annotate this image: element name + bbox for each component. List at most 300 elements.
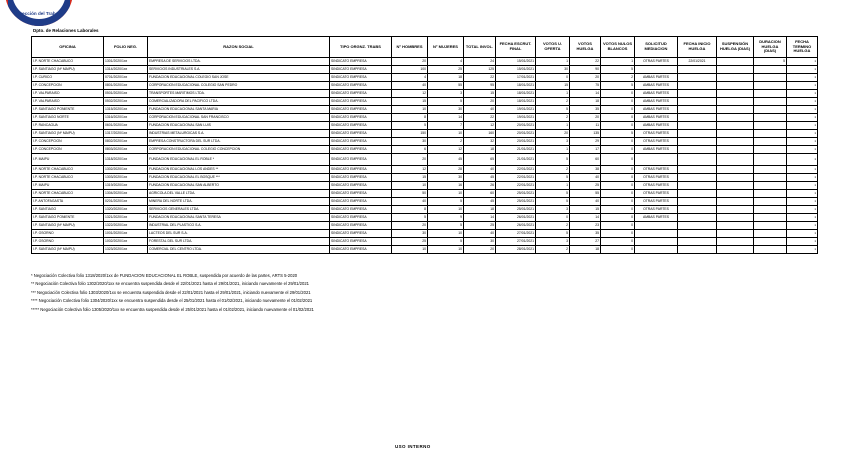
- cell-solicitud: OTRAS PARTES: [635, 174, 678, 182]
- cell-folio: 1315/2020/1xx: [104, 106, 148, 114]
- cell-term: 1: [787, 114, 818, 122]
- cell-solicitud: OTRAS PARTES: [635, 166, 678, 174]
- cell-folio: 1316/2020/1xx: [104, 114, 148, 122]
- cell-h: 5: [392, 214, 428, 222]
- cell-dur: [754, 174, 787, 182]
- cell-total: 25: [464, 222, 496, 230]
- cell-susp: [717, 146, 754, 154]
- cell-total: 65: [464, 154, 496, 166]
- cell-folio: 1304/2020/1xx: [104, 190, 148, 198]
- cell-total: 95: [464, 82, 496, 90]
- cell-fecha: 22/01/2021: [496, 174, 536, 182]
- cell-m: 10: [428, 246, 464, 254]
- cell-h: 5: [392, 122, 428, 130]
- cell-susp: [717, 154, 754, 166]
- cell-term: 1: [787, 174, 818, 182]
- cell-inicio: [678, 146, 717, 154]
- cell-folio: 0803/2020/1xx: [104, 146, 148, 154]
- cell-dur: [754, 166, 787, 174]
- cell-dur: [754, 154, 787, 166]
- cell-fecha: 22/01/2021: [496, 182, 536, 190]
- cell-inicio: [678, 138, 717, 146]
- cell-nulos: 0: [601, 106, 635, 114]
- cell-oferta: 5: [536, 190, 570, 198]
- column-header: VOTOS HUELGA: [570, 37, 601, 58]
- cell-total: 45: [464, 198, 496, 206]
- cell-h: 10: [392, 246, 428, 254]
- cell-oferta: 2: [536, 166, 570, 174]
- cell-tipo: SINDICATO EMPRESA: [330, 246, 392, 254]
- cell-huelga: 22: [570, 58, 601, 66]
- cell-dur: [754, 114, 787, 122]
- cell-dur: [754, 66, 787, 74]
- cell-term: 1: [787, 82, 818, 90]
- cell-folio: 0201/2020/1xx: [104, 198, 148, 206]
- cell-tipo: SINDICATO EMPRESA: [330, 106, 392, 114]
- cell-tipo: SINDICATO EMPRESA: [330, 214, 392, 222]
- cell-susp: [717, 66, 754, 74]
- cell-oferta: 5: [536, 106, 570, 114]
- cell-h: 8: [392, 114, 428, 122]
- table-row: [32, 58, 818, 66]
- cell-oferta: 1: [536, 182, 570, 190]
- cell-solicitud: [635, 238, 678, 246]
- cell-folio: 1002/2020/1xx: [104, 238, 148, 246]
- cell-dur: [754, 246, 787, 254]
- cell-term: 1: [787, 182, 818, 190]
- table-row: [32, 130, 818, 138]
- cell-tipo: SINDICATO EMPRESA: [330, 238, 392, 246]
- cell-m: 30: [428, 106, 464, 114]
- cell-m: 14: [428, 114, 464, 122]
- cell-solicitud: OTRAS PARTES: [635, 206, 678, 214]
- cell-m: 30: [428, 174, 464, 182]
- cell-razon: FUNDACION EDUCACIONAL SAN LUIS: [148, 122, 330, 130]
- cell-tipo: SINDICATO EMPRESA: [330, 74, 392, 82]
- cell-term: 1: [787, 206, 818, 214]
- cell-folio: 0801/2020/1xx: [104, 82, 148, 90]
- cell-m: 16: [428, 182, 464, 190]
- cell-nulos: 0: [601, 166, 635, 174]
- cell-solicitud: OTRAS PARTES: [635, 198, 678, 206]
- cell-nulos: 0: [601, 214, 635, 222]
- cell-huelga: 38: [570, 166, 601, 174]
- cell-huelga: 90: [570, 66, 601, 74]
- cell-inicio: [678, 74, 717, 82]
- cell-solicitud: [635, 66, 678, 74]
- cell-huelga: 29: [570, 138, 601, 146]
- cell-oficina: I.P. CONCEPCION: [32, 138, 104, 146]
- table-row: [32, 74, 818, 82]
- cell-fecha: 21/01/2021: [496, 154, 536, 166]
- cell-h: 10: [392, 182, 428, 190]
- table-header-row: [32, 37, 818, 58]
- cell-huelga: 15: [570, 206, 601, 214]
- cell-oferta: 2: [536, 222, 570, 230]
- cell-tipo: SINDICATO EMPRESA: [330, 82, 392, 90]
- cell-fecha: 21/01/2021: [496, 146, 536, 154]
- footer-label: USO INTERNO: [395, 444, 431, 449]
- cell-h: 15: [392, 174, 428, 182]
- cell-m: 5: [428, 98, 464, 106]
- column-header: FOLIO NEG.: [104, 37, 148, 58]
- column-header: FECHA ESCRUT. FINAL: [496, 37, 536, 58]
- cell-tipo: SINDICATO EMPRESA: [330, 154, 392, 166]
- cell-razon: FUNDACION EDUCACIONAL SANTA TERESA: [148, 214, 330, 222]
- cell-oferta: 20: [536, 130, 570, 138]
- cell-oferta: 3: [536, 138, 570, 146]
- cell-folio: 1318/2020/1xx: [104, 154, 148, 166]
- cell-folio: 0502/2020/1xx: [104, 98, 148, 106]
- cell-solicitud: AMBAS PARTES: [635, 122, 678, 130]
- cell-folio: 1001/2020/1xx: [104, 230, 148, 238]
- cell-oficina: I.P. CURICO: [32, 74, 104, 82]
- cell-huelga: 40: [570, 174, 601, 182]
- cell-term: 1: [787, 138, 818, 146]
- cell-folio: 0601/2020/1xx: [104, 122, 148, 130]
- cell-solicitud: [635, 246, 678, 254]
- cell-h: 25: [392, 238, 428, 246]
- cell-nulos: 0: [601, 222, 635, 230]
- cell-m: 7: [428, 122, 464, 130]
- cell-solicitud: AMBAS PARTES: [635, 98, 678, 106]
- cell-total: 45: [464, 174, 496, 182]
- cell-huelga: 14: [570, 214, 601, 222]
- cell-solicitud: AMBAS PARTES: [635, 114, 678, 122]
- cell-oferta: 1: [536, 58, 570, 66]
- cell-m: 25: [428, 66, 464, 74]
- cell-huelga: 18: [570, 246, 601, 254]
- cell-oferta: 1: [536, 122, 570, 130]
- cell-term: 1: [787, 106, 818, 114]
- cell-huelga: 75: [570, 82, 601, 90]
- cell-total: 18: [464, 146, 496, 154]
- cell-fecha: 27/01/2021: [496, 238, 536, 246]
- cell-oferta: 15: [536, 82, 570, 90]
- cell-fecha: 19/01/2021: [496, 106, 536, 114]
- cell-m: 5: [428, 238, 464, 246]
- direccion-del-trabajo-logo: [2, 0, 76, 28]
- cell-solicitud: [635, 230, 678, 238]
- cell-solicitud: [635, 222, 678, 230]
- department-title: Dpto. de Relaciones Laborales: [33, 28, 99, 33]
- column-header: RAZON SOCIAL: [148, 37, 330, 58]
- cell-susp: [717, 174, 754, 182]
- cell-fecha: 20/01/2021: [496, 130, 536, 138]
- cell-term: 1: [787, 74, 818, 82]
- cell-h: 100: [392, 66, 428, 74]
- cell-oferta: 1: [536, 90, 570, 98]
- cell-fecha: 27/01/2021: [496, 230, 536, 238]
- table-row: [32, 206, 818, 214]
- cell-m: 2: [428, 138, 464, 146]
- table-row: [32, 214, 818, 222]
- cell-razon: FUNDACION EDUCACIONAL EL ROBLE *: [148, 154, 330, 166]
- footnote: ***** Negociación Colectiva folio 1305/2020/1xx se encuentra suspendida desde el 25/01/2021 hasta el 01/02/2021, iniciando nuevamente el 01/02/2021: [31, 306, 314, 312]
- cell-oferta: 2: [536, 246, 570, 254]
- cell-term: 1: [787, 130, 818, 138]
- cell-term: 1: [787, 98, 818, 106]
- cell-folio: 0802/2020/1xx: [104, 138, 148, 146]
- cell-tipo: SINDICATO EMPRESA: [330, 198, 392, 206]
- cell-total: 24: [464, 58, 496, 66]
- cell-nulos: 5: [601, 130, 635, 138]
- table-row: [32, 166, 818, 174]
- cell-inicio: [678, 182, 717, 190]
- cell-oficina: I.P. ANTOFAGASTA: [32, 198, 104, 206]
- cell-term: 1: [787, 66, 818, 74]
- cell-inicio: [678, 154, 717, 166]
- cell-dur: [754, 182, 787, 190]
- cell-oficina: I.P. NORTE CHACABUCO: [32, 174, 104, 182]
- cell-h: 20: [392, 58, 428, 66]
- cell-oficina: I.P. SANTIAGO PONIENTE: [32, 106, 104, 114]
- cell-huelga: 35: [570, 230, 601, 238]
- cell-nulos: 5: [601, 66, 635, 74]
- cell-razon: COMERCIALIZADORA DEL PACIFICO LTDA.: [148, 98, 330, 106]
- cell-inicio: [678, 174, 717, 182]
- cell-nulos: 0: [601, 138, 635, 146]
- cell-m: 10: [428, 230, 464, 238]
- table-row: [32, 190, 818, 198]
- cell-solicitud: OTRAS PARTES: [635, 130, 678, 138]
- cell-term: 1: [787, 58, 818, 66]
- cell-oficina: I.P. MAIPU: [32, 154, 104, 166]
- cell-folio: 1319/2020/1xx: [104, 182, 148, 190]
- cell-h: 40: [392, 198, 428, 206]
- cell-huelga: 18: [570, 98, 601, 106]
- cell-total: 14: [464, 214, 496, 222]
- cell-m: 10: [428, 206, 464, 214]
- column-header: TIPO ORGNZ. TRABS: [330, 37, 392, 58]
- cell-dur: [754, 146, 787, 154]
- cell-dur: [754, 106, 787, 114]
- cell-razon: INDUSTRIAL DEL PLASTICO S.A.: [148, 222, 330, 230]
- cell-oficina: I.P. OSORNO: [32, 230, 104, 238]
- cell-total: 20: [464, 246, 496, 254]
- cell-folio: 0701/2020/1xx: [104, 74, 148, 82]
- cell-total: 12: [464, 122, 496, 130]
- cell-h: 15: [392, 98, 428, 106]
- cell-m: 10: [428, 190, 464, 198]
- table-row: [32, 66, 818, 74]
- cell-solicitud: OTRAS PARTES: [635, 182, 678, 190]
- cell-solicitud: OTRAS PARTES: [635, 138, 678, 146]
- negotiations-table: [31, 36, 818, 254]
- cell-tipo: SINDICATO EMPRESA: [330, 90, 392, 98]
- cell-oficina: I.P. SANTIAGO (Nº MAIPU): [32, 66, 104, 74]
- cell-m: 55: [428, 82, 464, 90]
- cell-susp: [717, 182, 754, 190]
- table-row: [32, 146, 818, 154]
- cell-oferta: 3: [536, 206, 570, 214]
- cell-razon: FUNDACION EDUCACIONAL SAN ALBERTO: [148, 182, 330, 190]
- cell-m: 12: [428, 146, 464, 154]
- cell-tipo: SINDICATO EMPRESA: [330, 166, 392, 174]
- table-row: [32, 154, 818, 166]
- cell-solicitud: AMBAS PARTES: [635, 214, 678, 222]
- cell-tipo: SINDICATO EMPRESA: [330, 190, 392, 198]
- cell-folio: 1317/2020/1xx: [104, 130, 148, 138]
- cell-term: 1: [787, 198, 818, 206]
- cell-huelga: 35: [570, 106, 601, 114]
- cell-fecha: 15/01/2021: [496, 58, 536, 66]
- cell-folio: 1321/2020/1xx: [104, 214, 148, 222]
- cell-folio: 1320/2020/1xx: [104, 206, 148, 214]
- cell-total: 15: [464, 90, 496, 98]
- cell-huelga: 20: [570, 114, 601, 122]
- cell-term: 1: [787, 122, 818, 130]
- cell-term: 1: [787, 230, 818, 238]
- cell-oferta: 0: [536, 74, 570, 82]
- cell-fecha: 18/01/2021: [496, 82, 536, 90]
- cell-oferta: 5: [536, 154, 570, 166]
- table-row: [32, 82, 818, 90]
- cell-razon: INDUSTRIAS METALURGICAS S.A.: [148, 130, 330, 138]
- cell-fecha: 18/01/2021: [496, 90, 536, 98]
- footnote: *** Negociación Colectiva folio 1303/2020/1xx se encuentra suspendida desde el 22/01/2021 hasta el 29/01/2021, iniciando nuevamente el 29/01/2021: [31, 289, 311, 295]
- cell-h: 8: [392, 206, 428, 214]
- cell-h: 150: [392, 130, 428, 138]
- cell-oficina: I.P. RANCAGUA: [32, 122, 104, 130]
- cell-tipo: SINDICATO EMPRESA: [330, 122, 392, 130]
- cell-huelga: 55: [570, 190, 601, 198]
- cell-tipo: SINDICATO EMPRESA: [330, 66, 392, 74]
- cell-total: 40: [464, 166, 496, 174]
- cell-dur: [754, 230, 787, 238]
- cell-folio: 1322/2020/1xx: [104, 222, 148, 230]
- cell-nulos: 0: [601, 114, 635, 122]
- cell-folio: 1323/2020/1xx: [104, 246, 148, 254]
- cell-susp: [717, 58, 754, 66]
- cell-susp: [717, 206, 754, 214]
- cell-term: 1: [787, 90, 818, 98]
- cell-susp: [717, 246, 754, 254]
- cell-dur: [754, 222, 787, 230]
- cell-term: 1: [787, 190, 818, 198]
- cell-fecha: 18/01/2021: [496, 98, 536, 106]
- cell-oficina: I.P. SANTIAGO: [32, 206, 104, 214]
- cell-inicio: [678, 114, 717, 122]
- column-header: SOLICITUD MEDIACION: [635, 37, 678, 58]
- cell-nulos: 5: [601, 82, 635, 90]
- cell-total: 30: [464, 238, 496, 246]
- cell-razon: CORPORACION EDUCACIONAL COLEGIO CONCEPCION: [148, 146, 330, 154]
- cell-oferta: 3: [536, 238, 570, 246]
- cell-nulos: 1: [601, 58, 635, 66]
- cell-term: 1: [787, 246, 818, 254]
- cell-inicio: [678, 90, 717, 98]
- cell-dur: [754, 130, 787, 138]
- cell-susp: [717, 198, 754, 206]
- cell-dur: [754, 122, 787, 130]
- cell-h: 50: [392, 190, 428, 198]
- cell-h: 10: [392, 106, 428, 114]
- cell-huelga: 14: [570, 90, 601, 98]
- cell-razon: EMPRESA CONSTRUCTORA DEL SUR LTDA.: [148, 138, 330, 146]
- cell-dur: [754, 238, 787, 246]
- cell-oficina: I.P. SANTIAGO NORTE: [32, 114, 104, 122]
- cell-dur: [754, 82, 787, 90]
- column-header: DURACION HUELGA (DIAS): [754, 37, 787, 58]
- cell-total: 22: [464, 74, 496, 82]
- cell-dur: [754, 190, 787, 198]
- cell-razon: CORPORACION EDUCACIONAL COLEGIO SAN PEDRO: [148, 82, 330, 90]
- cell-h: 4: [392, 74, 428, 82]
- cell-fecha: 15/01/2021: [496, 66, 536, 74]
- cell-tipo: SINDICATO EMPRESA: [330, 206, 392, 214]
- cell-huelga: 17: [570, 146, 601, 154]
- column-header: SUSPENSIÓN HUELGA (DIAS): [717, 37, 754, 58]
- cell-total: 60: [464, 190, 496, 198]
- cell-total: 18: [464, 206, 496, 214]
- cell-m: 5: [428, 198, 464, 206]
- cell-tipo: SINDICATO EMPRESA: [330, 222, 392, 230]
- cell-m: 28: [428, 166, 464, 174]
- cell-susp: [717, 98, 754, 106]
- cell-h: 6: [392, 146, 428, 154]
- cell-razon: CORPORACION EDUCACIONAL SAN FRANCISCO: [148, 114, 330, 122]
- cell-huelga: 25: [570, 182, 601, 190]
- cell-razon: TRANSPORTES MARITIMOS LTDA.: [148, 90, 330, 98]
- column-header: VOTOS NULOS BLANCOS: [601, 37, 635, 58]
- cell-nulos: 0: [601, 238, 635, 246]
- cell-huelga: 40: [570, 198, 601, 206]
- cell-tipo: SINDICATO EMPRESA: [330, 146, 392, 154]
- table-row: [32, 106, 818, 114]
- cell-total: 125: [464, 66, 496, 74]
- cell-nulos: 0: [601, 246, 635, 254]
- table-row: [32, 174, 818, 182]
- cell-oferta: 1: [536, 146, 570, 154]
- cell-h: 12: [392, 90, 428, 98]
- cell-m: 9: [428, 214, 464, 222]
- cell-susp: [717, 122, 754, 130]
- cell-oferta: 30: [536, 66, 570, 74]
- cell-h: 12: [392, 166, 428, 174]
- cell-susp: [717, 214, 754, 222]
- cell-m: 18: [428, 74, 464, 82]
- cell-inicio: [678, 230, 717, 238]
- cell-dur: [754, 206, 787, 214]
- cell-folio: 1302/2020/1xx: [104, 166, 148, 174]
- column-header: N° MUJERES: [428, 37, 464, 58]
- table-row: [32, 138, 818, 146]
- cell-susp: [717, 90, 754, 98]
- cell-m: 5: [428, 222, 464, 230]
- cell-oferta: 5: [536, 198, 570, 206]
- cell-tipo: SINDICATO EMPRESA: [330, 58, 392, 66]
- cell-total: 32: [464, 138, 496, 146]
- footnote: ** Negociación Colectiva folio 1302/2020/1xx se encuentra suspendida desde el 22/01/2021 hasta el 29/01/2021, iniciando nuevamente el 29/01/2021: [31, 281, 309, 287]
- cell-tipo: SINDICATO EMPRESA: [330, 174, 392, 182]
- cell-razon: COMERCIAL DEL CENTRO LTDA.: [148, 246, 330, 254]
- column-header: N° HOMBRES: [392, 37, 428, 58]
- cell-folio: 1314/2020/1xx: [104, 66, 148, 74]
- cell-nulos: 0: [601, 122, 635, 130]
- cell-razon: FUNDACION EDUCACIONAL LOS ANDES **: [148, 166, 330, 174]
- cell-nulos: 0: [601, 146, 635, 154]
- cell-term: 1: [787, 214, 818, 222]
- cell-susp: [717, 114, 754, 122]
- cell-razon: FORESTAL DEL SUR LTDA.: [148, 238, 330, 246]
- cell-huelga: 20: [570, 74, 601, 82]
- cell-razon: SERVICIOS INDUSTRIALES S.A.: [148, 66, 330, 74]
- cell-fecha: 28/01/2021: [496, 246, 536, 254]
- cell-nulos: 2: [601, 74, 635, 82]
- cell-oferta: 5: [536, 174, 570, 182]
- cell-nulos: 0: [601, 174, 635, 182]
